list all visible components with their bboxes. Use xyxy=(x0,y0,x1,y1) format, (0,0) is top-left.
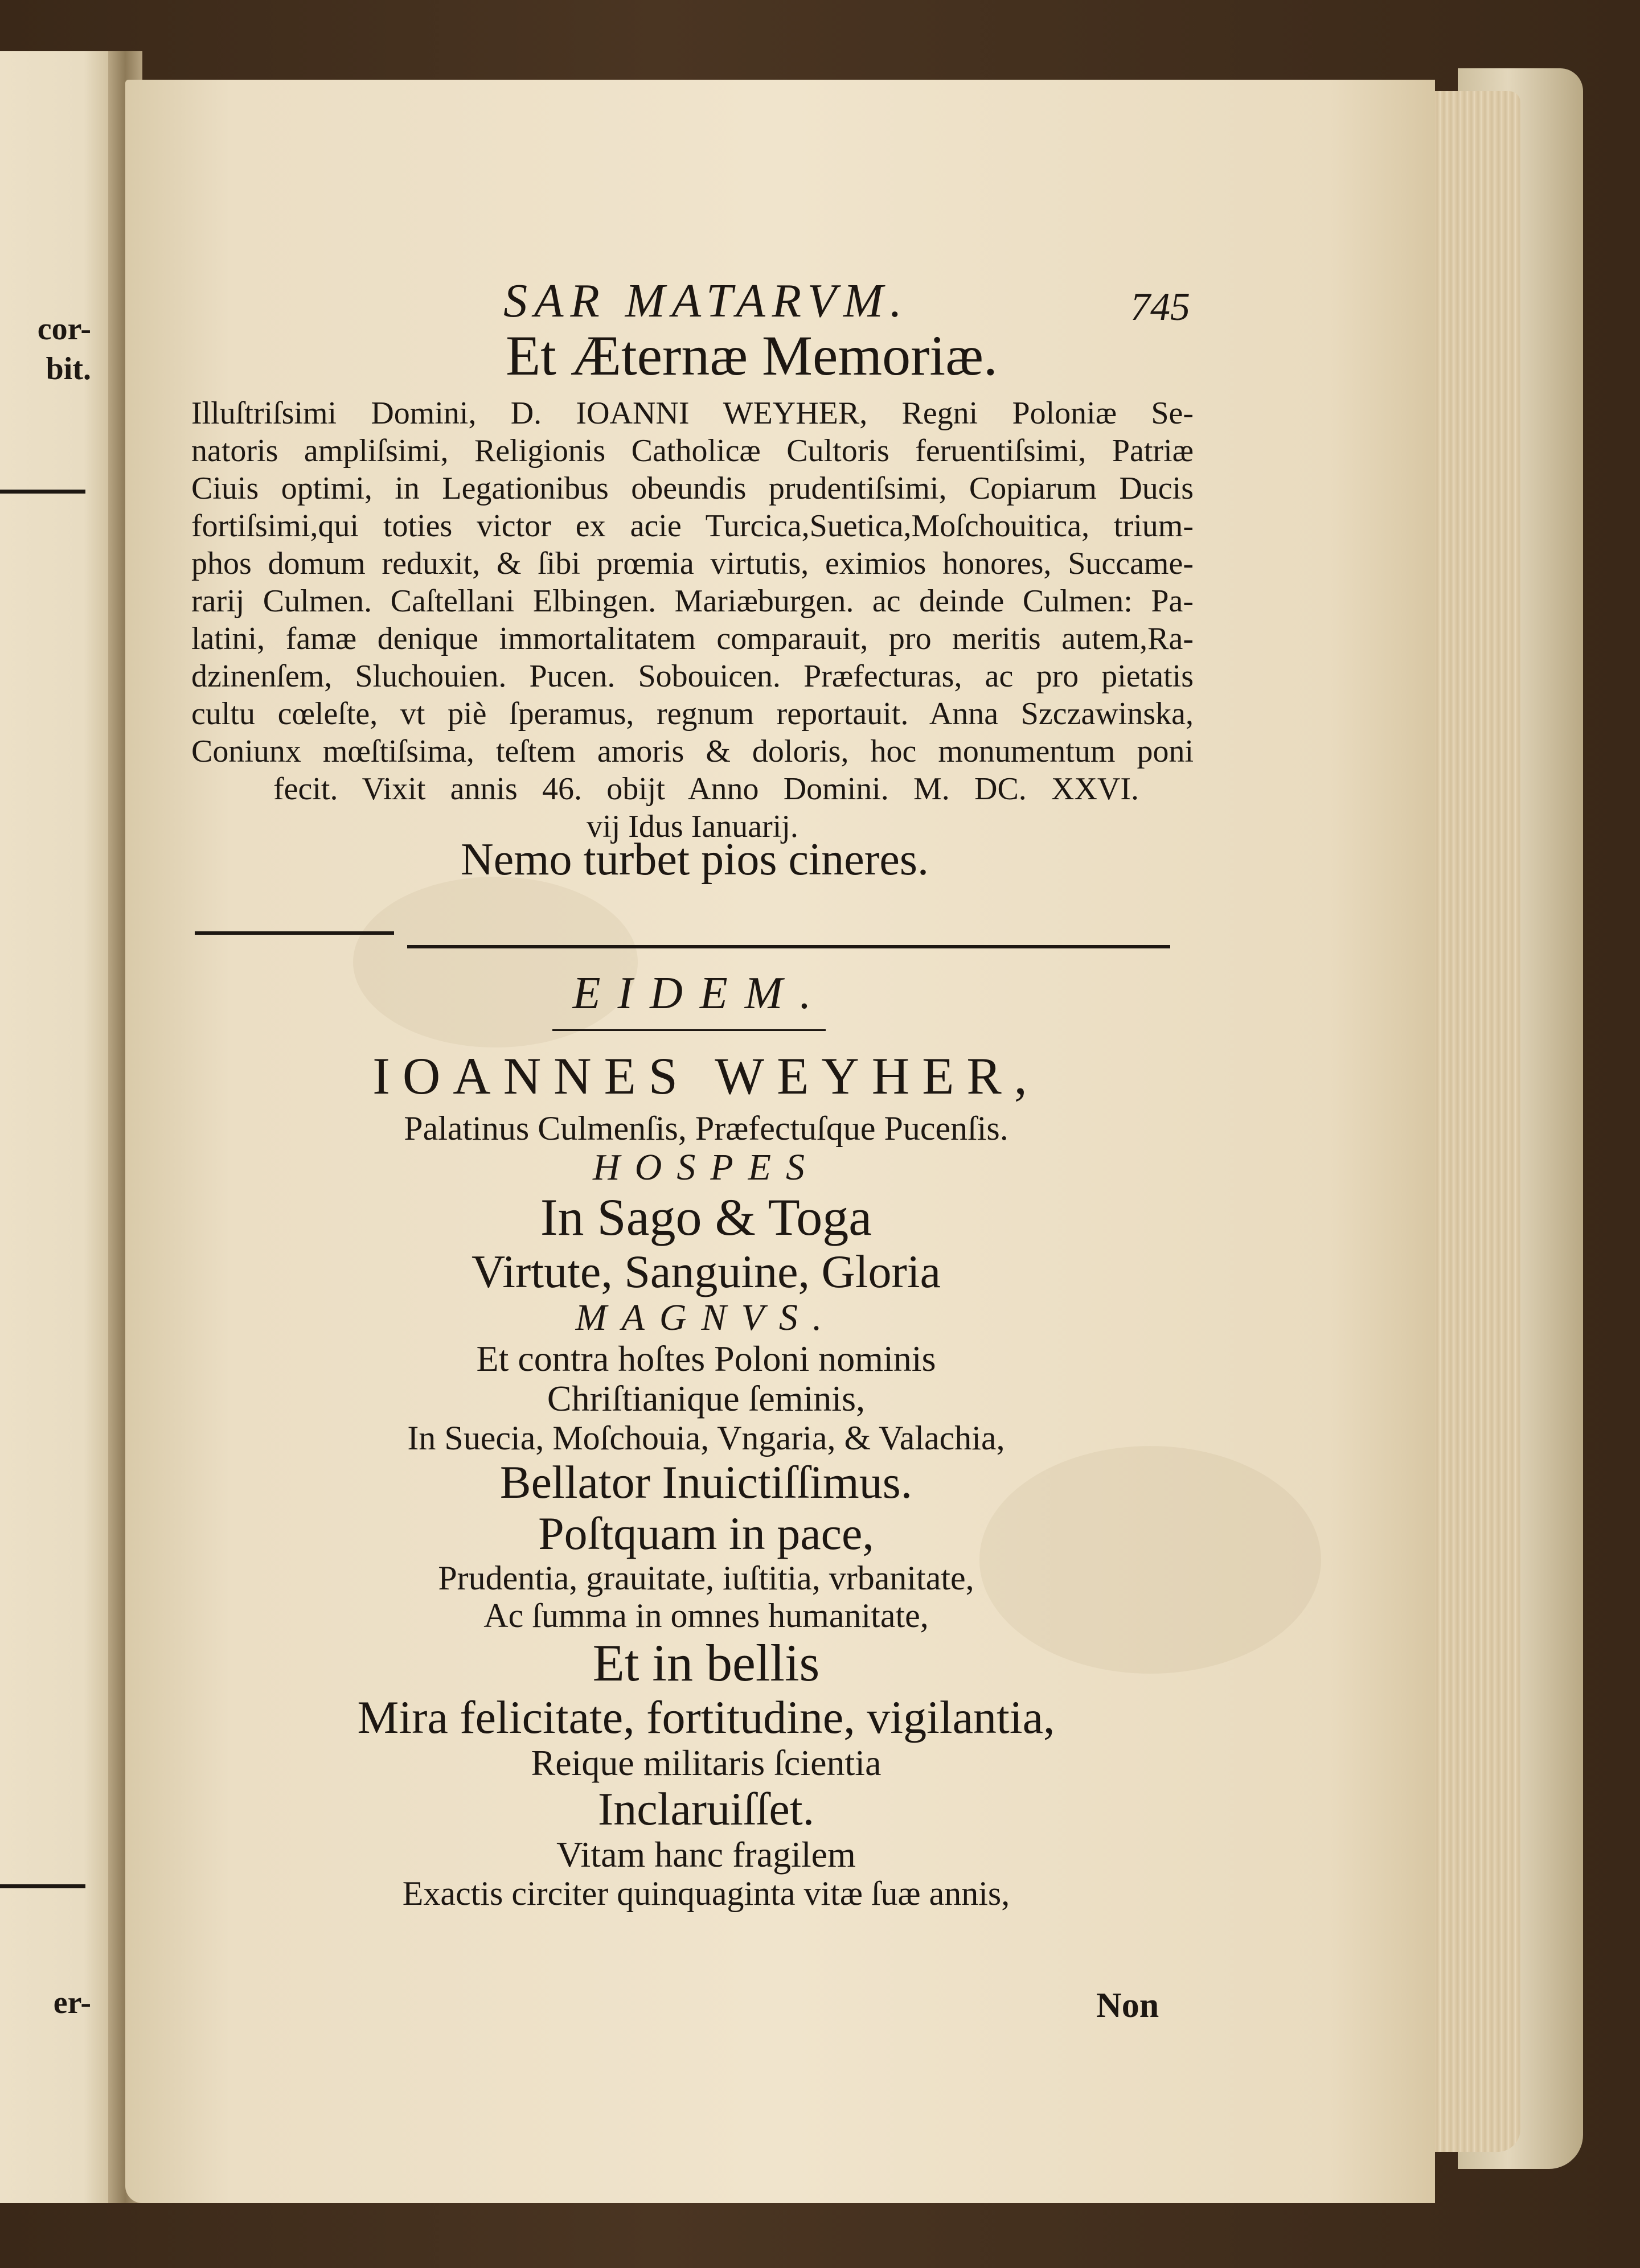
paper-stain xyxy=(353,877,638,1047)
eidem-rule xyxy=(552,1029,826,1031)
left-rule-2 xyxy=(0,1884,85,1888)
paragraph-line: cultu cœleſte, vt piè ſperamus, regnum reportauit. Anna Szczawinska, xyxy=(191,696,1194,732)
inscription-line: HOSPES xyxy=(593,1147,819,1189)
inscription-line: Prudentia, grauitate, iuſtitia, vrbanitate, xyxy=(438,1559,974,1597)
motto: Nemo turbet pios cineres. xyxy=(461,835,929,885)
inscription-line: Vitam hanc fragilem xyxy=(556,1834,856,1875)
inscription-line: Exactis circiter quinquaginta vitæ ſuæ annis, xyxy=(402,1875,1010,1913)
inscription-line: Et in bellis xyxy=(592,1633,820,1692)
page-number: 745 xyxy=(1130,285,1190,329)
inscription-line: Poſtquam in pace, xyxy=(538,1507,874,1559)
section-heading: Et Æternæ Memoriæ. xyxy=(506,324,998,387)
epitaph-paragraph xyxy=(191,395,1194,845)
left-margin-line-1: cor- xyxy=(37,311,91,347)
inscription-line: Palatinus Culmenſis, Præfectuſque Pucenſis. xyxy=(404,1110,1008,1148)
inscription-line: MAGNVS. xyxy=(575,1297,837,1339)
inscription-line: In Suecia, Moſchouia, Vngaria, & Valachia, xyxy=(407,1419,1005,1457)
paragraph-line: dzinenſem, Sluchouien. Pucen. Sobouicen. Præfecturas, ac pro pietatis xyxy=(191,659,1194,694)
paragraph-line: fecit. Vixit annis 46. obijt Anno Domini. M. DC. XXVI. xyxy=(273,771,1139,807)
paragraph-line: latini, famæ denique immortalitatem comparauit, pro meritis autem,Ra- xyxy=(191,621,1194,656)
paragraph-line: phos domum reduxit, & ſibi prœmia virtutis, eximios honores, Succame- xyxy=(191,546,1194,581)
inscription-line: Ac ſumma in omnes humanitate, xyxy=(483,1596,929,1634)
inscription-line: Mira felicitate, fortitudine, vigilantia, xyxy=(357,1691,1055,1744)
left-rule-1 xyxy=(0,490,85,494)
paragraph-line: Illuſtriſsimi Domini, D. IOANNI WEYHER, Regni Poloniæ Se- xyxy=(191,396,1194,431)
inscription-line: Et contra hoſtes Poloni nominis xyxy=(476,1338,936,1379)
paragraph-line: Ciuis optimi, in Legationibus obeundis prudentiſsimi, Copiarum Ducis xyxy=(191,471,1194,506)
left-margin-line-3: er- xyxy=(53,1985,91,2020)
running-head: SAR MATARVM. xyxy=(503,274,909,327)
inscription-line: IOANNES WEYHER, xyxy=(372,1047,1040,1105)
inscription-line: Reique militaris ſcientia xyxy=(531,1743,882,1784)
inscription xyxy=(171,1047,1241,1912)
inscription-line: Bellator Inuictiſſimus. xyxy=(499,1456,913,1508)
paragraph-line: Coniunx mœſtiſsima, teſtem amoris & doloris, hoc monumentum poni xyxy=(191,734,1194,769)
left-margin-line-2: bit. xyxy=(46,351,91,387)
catchword: Non xyxy=(1096,1986,1159,2025)
inscription-line: In Sago & Toga xyxy=(540,1188,872,1246)
eidem-heading: EIDEM. xyxy=(572,968,829,1018)
paragraph-line: vij Idus Ianuarij. xyxy=(587,809,798,844)
left-page xyxy=(0,51,120,2203)
paragraph-line: fortiſsimi,qui toties victor ex acie Turcica,Suetica,Moſchouitica, trium- xyxy=(191,508,1194,544)
inscription-line: Chriſtianique ſeminis, xyxy=(547,1378,866,1419)
paragraph-line: rarij Culmen. Caſtellani Elbingen. Mariæburgen. ac deinde Culmen: Pa- xyxy=(191,584,1194,619)
inscription-line: Inclaruiſſet. xyxy=(597,1782,815,1835)
divider-rule-short xyxy=(195,931,394,935)
divider-rule-long xyxy=(407,945,1170,948)
paragraph-line: natoris ampliſsimi, Religionis Catholicæ Cultoris feruentiſsimi, Patriæ xyxy=(191,433,1194,469)
inscription-line: Virtute, Sanguine, Gloria xyxy=(471,1245,941,1297)
